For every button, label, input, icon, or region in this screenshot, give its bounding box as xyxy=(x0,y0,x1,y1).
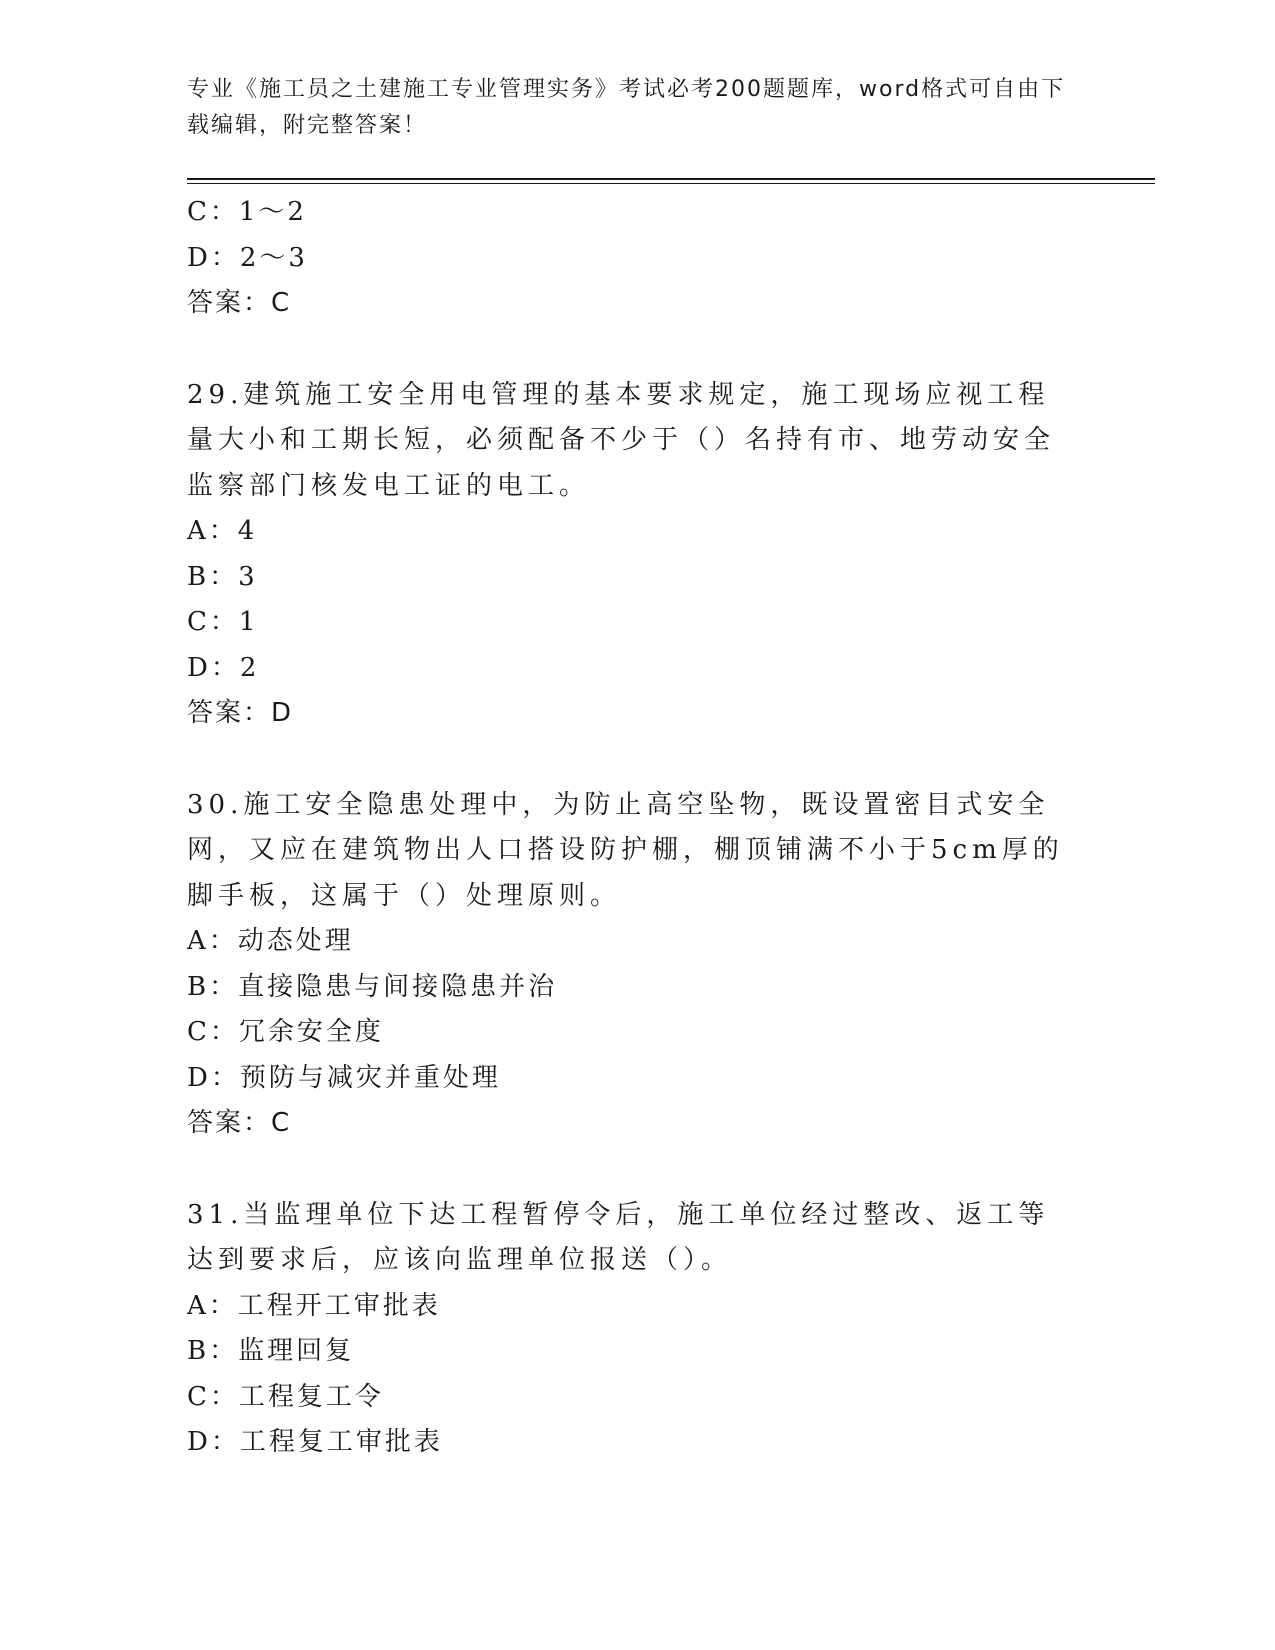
question-30 xyxy=(187,783,1077,1147)
previous-question-tail xyxy=(187,190,1077,327)
option-b: B：3 xyxy=(187,561,258,592)
option-d: D：2 xyxy=(187,652,260,683)
question-list xyxy=(187,190,1077,1466)
option-b: B：监理回复 xyxy=(187,1336,355,1366)
option-a: A：动态处理 xyxy=(187,926,354,956)
header-divider xyxy=(187,178,1155,180)
option-a: A：工程开工审批表 xyxy=(187,1290,441,1321)
document-header: 专业《施工员之土建施工专业管理实务》考试必考200题题库，word格式可自由下载编辑，附完整答案！ xyxy=(187,77,1066,138)
answer-line: 答案：D xyxy=(187,698,294,728)
question-text: 30.施工安全隐患处理中，为防止高空坠物，既设置密目式安全网，又应在建筑物出人口搭设防护棚，棚顶铺满不小于5cm厚的脚手板，这属于（）处理原则。 xyxy=(187,789,1064,911)
option-d: D：2～3 xyxy=(187,242,308,273)
option-d: D：预防与减灾并重处理 xyxy=(187,1062,501,1093)
option-c: C：冗余安全度 xyxy=(187,1017,384,1047)
option-c: C：1 xyxy=(187,607,259,637)
question-29 xyxy=(187,373,1077,737)
option-d: D：工程复工审批表 xyxy=(187,1427,443,1457)
question-text: 29.建筑施工安全用电管理的基本要求规定，施工现场应视工程量大小和工期长短，必须配备不少于（）名持有市、地劳动安全监察部门核发电工证的电工。 xyxy=(187,379,1056,501)
question-text: 31.当监理单位下达工程暂停令后，施工单位经过整改、返工等达到要求后，应该向监理单位报送（）。 xyxy=(187,1199,1050,1275)
answer-line: 答案：C xyxy=(187,1108,292,1138)
answer-line: 答案：C xyxy=(187,288,292,318)
question-31 xyxy=(187,1193,1077,1466)
option-a: A：4 xyxy=(187,516,258,546)
header-divider-thin xyxy=(187,183,1155,184)
option-c: C：工程复工令 xyxy=(187,1381,384,1412)
option-c: C：1～2 xyxy=(187,197,307,227)
option-b: B：直接隐患与间接隐患并治 xyxy=(187,971,558,1002)
